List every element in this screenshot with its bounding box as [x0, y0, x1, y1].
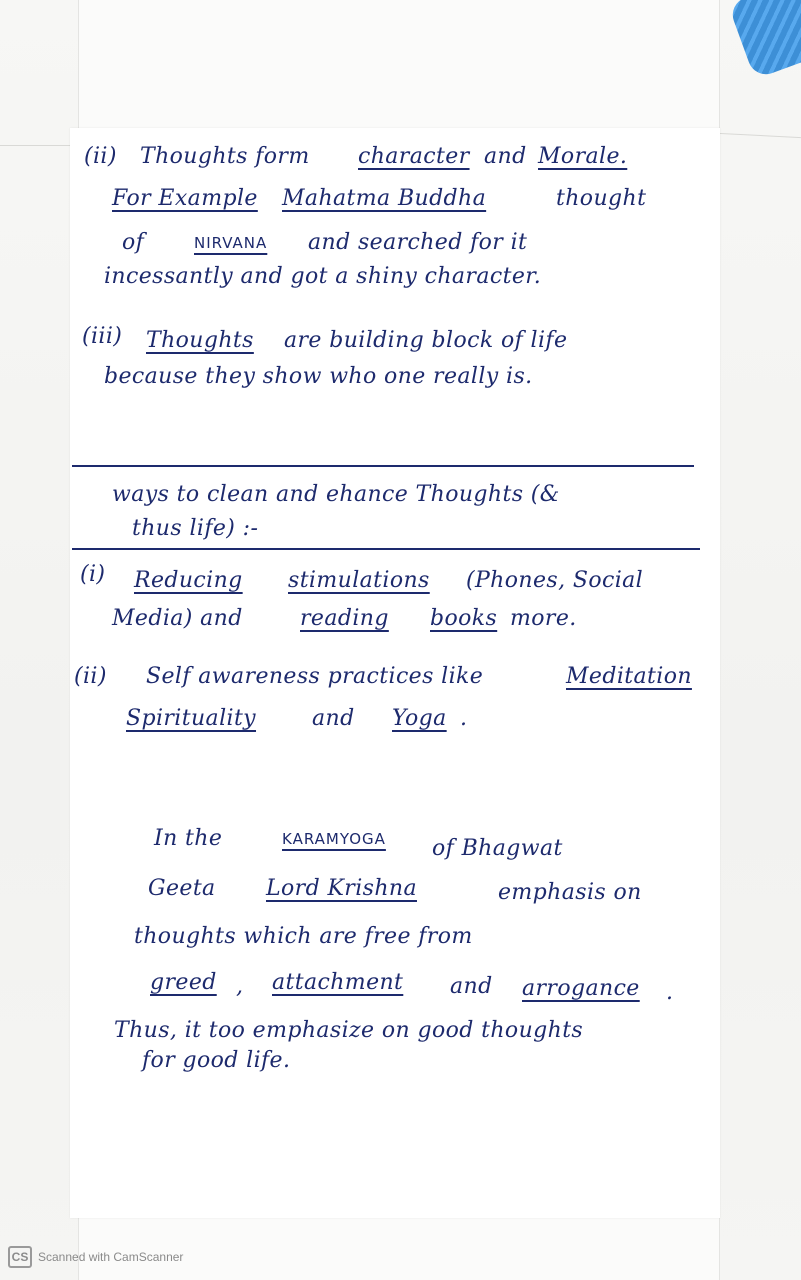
text-thoughts-form: Thoughts form	[140, 144, 310, 169]
text-for-good-life: for good life.	[142, 1048, 291, 1073]
text-and-yoga: and	[312, 706, 355, 731]
text-more: more.	[510, 606, 577, 631]
text-reducing: Reducing	[134, 568, 243, 593]
text-thus-emphasize: Thus, it too emphasize on good thoughts	[114, 1018, 584, 1043]
point-marker-iii: (iii)	[82, 324, 123, 349]
text-reading: reading	[300, 606, 389, 631]
fold-line-left	[0, 145, 78, 146]
text-and-arrogance: and	[450, 974, 493, 999]
text-greed: greed	[150, 970, 217, 995]
text-in-the: In the	[154, 826, 223, 851]
text-arrogance-dot: .	[666, 980, 674, 1005]
text-emphasis-on: emphasis on	[498, 880, 642, 905]
text-for-example: For Example	[112, 186, 258, 211]
text-mahatma-buddha: Mahatma Buddha	[282, 186, 487, 211]
point-marker-ii-b: (ii)	[74, 664, 107, 689]
text-searched: and searched for it	[308, 230, 528, 255]
camscanner-watermark	[8, 1246, 183, 1268]
heading-ways: ways to clean and ehance Thoughts (&	[112, 482, 560, 507]
text-meditation: Meditation	[566, 664, 692, 689]
text-phones-social: (Phones, Social	[466, 568, 644, 593]
text-lord-krishna: Lord Krishna	[266, 876, 417, 901]
text-attachment: attachment	[272, 970, 404, 995]
blue-object-corner	[728, 0, 801, 79]
text-of: of	[122, 230, 145, 255]
text-greed-comma: ,	[236, 974, 244, 999]
text-geeta: Geeta	[148, 876, 216, 901]
heading-thus-life: thus life) :-	[132, 516, 259, 541]
text-building-block: are building block of life	[284, 328, 568, 353]
text-stimulations: stimulations	[288, 568, 430, 593]
camscanner-text: Scanned with CamScanner	[38, 1250, 184, 1264]
divider-bottom	[72, 548, 700, 550]
text-yoga: Yoga	[392, 706, 447, 731]
text-incessantly: incessantly and got a shiny character.	[104, 264, 542, 289]
text-spirituality: Spirituality	[126, 706, 257, 731]
point-marker-i: (i)	[80, 562, 106, 587]
text-because: because they show who one really is.	[104, 364, 533, 389]
camscanner-logo: CS	[8, 1246, 32, 1268]
text-and: and	[484, 144, 527, 169]
text-nirvana: NIRVANA	[194, 234, 268, 252]
text-character: character	[358, 144, 470, 169]
text-arrogance: arrogance	[522, 976, 640, 1001]
text-karamyoga: KARAMYOGA	[282, 830, 386, 848]
fold-line-right	[718, 133, 801, 138]
text-media-and: Media) and	[112, 606, 243, 631]
text-self-awareness: Self awareness practices like	[146, 664, 484, 689]
divider-top	[72, 465, 694, 467]
text-morale: Morale.	[538, 144, 628, 169]
handwritten-note	[70, 128, 720, 1218]
text-of-bhagwat: of Bhagwat	[432, 836, 563, 861]
text-thoughts-iii: Thoughts	[146, 328, 254, 353]
point-marker-ii: (ii)	[84, 144, 117, 169]
text-books: books	[430, 606, 498, 631]
text-thought: thought	[556, 186, 647, 211]
text-thoughts-free: thoughts which are free from	[134, 924, 473, 949]
text-yoga-dot: .	[460, 706, 468, 731]
